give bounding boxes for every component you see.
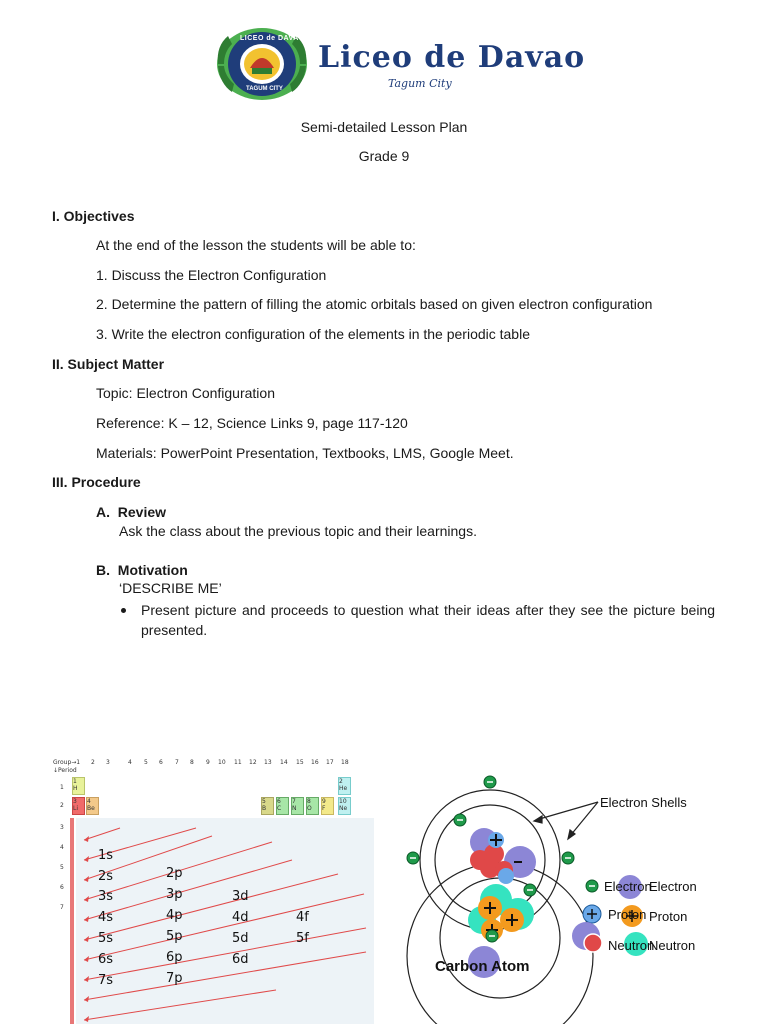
period-number: 3 xyxy=(60,824,64,831)
legend-ghost-proton: Proton xyxy=(608,907,647,922)
element-cell xyxy=(72,777,85,795)
review-title: A. Review xyxy=(96,504,167,520)
aufbau-arrows xyxy=(76,818,374,1024)
orbital-label: 5s xyxy=(98,931,114,946)
element-cell xyxy=(86,797,99,815)
aufbau-diagram xyxy=(76,818,374,1024)
group-number: 6 xyxy=(159,759,163,766)
element-number: 3 xyxy=(73,798,77,805)
element-number: 2 xyxy=(339,778,343,785)
period-number: 1 xyxy=(60,784,64,791)
school-location: Tagum City xyxy=(388,77,452,90)
period-number: 4 xyxy=(60,844,64,851)
orbital-label: 7s xyxy=(98,973,114,988)
element-symbol: F xyxy=(322,805,326,812)
review-text: Ask the class about the previous topic and their learnings. xyxy=(119,523,477,539)
group-number: 16 xyxy=(311,759,319,766)
objectives-intro: At the end of the lesson the students will be able to: xyxy=(96,237,416,253)
seal-bottom-text: TAGUM CITY xyxy=(246,86,283,92)
orbital-label: 3s xyxy=(98,889,114,904)
motivation-text: ‘DESCRIBE ME’ xyxy=(119,580,222,596)
orbital-label: 3d xyxy=(232,889,249,904)
subject-heading: II. Subject Matter xyxy=(52,356,165,372)
group-number: 17 xyxy=(326,759,334,766)
orbital-label: 5f xyxy=(296,931,309,946)
procedure-heading: III. Procedure xyxy=(52,474,141,490)
orbital-label: 6d xyxy=(232,952,249,967)
element-symbol: He xyxy=(339,785,348,792)
element-cell xyxy=(276,797,289,815)
periodic-table-figure xyxy=(52,756,374,1024)
grade-label: Grade 9 xyxy=(358,148,410,164)
group-number: 4 xyxy=(128,759,132,766)
element-symbol: N xyxy=(292,805,297,812)
orbital-label: 4p xyxy=(166,908,183,923)
objective-item: 1. Discuss the Electron Configuration xyxy=(96,267,327,283)
orbital-label: 5p xyxy=(166,929,183,944)
orbital-label: 4d xyxy=(232,910,249,925)
group-number: 9 xyxy=(206,759,210,766)
element-number: 7 xyxy=(292,798,296,805)
doc-title: Semi-detailed Lesson Plan xyxy=(300,119,468,135)
element-number: 10 xyxy=(339,798,347,805)
element-cell xyxy=(261,797,274,815)
group-number: 14 xyxy=(280,759,288,766)
subject-reference: Reference: K – 12, Science Links 9, page 117-120 xyxy=(96,415,408,431)
carbon-atom-figure xyxy=(398,770,706,1024)
orbital-label: 4f xyxy=(296,910,309,925)
objective-item: 2. Determine the pattern of filling the atomic orbitals based on given electron configuration xyxy=(96,296,653,312)
objectives-heading: I. Objectives xyxy=(52,208,135,224)
orbital-label: 6s xyxy=(98,952,114,967)
school-name: Liceo de Davao xyxy=(318,40,586,75)
group-label: Group→1 xyxy=(53,759,81,766)
element-cell xyxy=(338,797,351,815)
element-cell xyxy=(306,797,319,815)
element-cell xyxy=(321,797,334,815)
school-logo xyxy=(216,26,308,102)
electron-shells-label: Electron Shells xyxy=(600,795,687,810)
motivation-title: B. Motivation xyxy=(96,562,188,578)
bullet-icon xyxy=(121,608,126,613)
legend-ghost-neutron: Neutron xyxy=(608,938,655,953)
group-number: 8 xyxy=(190,759,194,766)
legend-neutron: Neutron xyxy=(649,938,696,953)
element-number: 8 xyxy=(307,798,311,805)
element-symbol: O xyxy=(307,805,312,812)
subject-topic: Topic: Electron Configuration xyxy=(96,385,275,401)
orbital-label: 6p xyxy=(166,950,183,965)
group-number: 12 xyxy=(249,759,257,766)
element-symbol: Be xyxy=(87,805,95,812)
element-cell xyxy=(338,777,351,795)
period-label: ↓Period xyxy=(53,767,77,774)
element-symbol: Ne xyxy=(339,805,348,812)
period-number: 7 xyxy=(60,904,64,911)
period-number: 6 xyxy=(60,884,64,891)
period-number: 2 xyxy=(60,802,64,809)
element-symbol: Li xyxy=(73,805,79,812)
orbital-label: 1s xyxy=(98,848,114,863)
legend-ghost-electron: Electron xyxy=(604,879,652,894)
orbital-label: 4s xyxy=(98,910,114,925)
group-number: 15 xyxy=(296,759,304,766)
group-number: 18 xyxy=(341,759,349,766)
orbital-label: 5d xyxy=(232,931,249,946)
group-number: 13 xyxy=(264,759,272,766)
element-number: 6 xyxy=(277,798,281,805)
motivation-bullet: Present picture and proceeds to question what their ideas after they see the picture being presented. xyxy=(141,602,715,638)
carbon-atom-title: Carbon Atom xyxy=(435,958,530,975)
group-number: 3 xyxy=(106,759,110,766)
group-number: 10 xyxy=(218,759,226,766)
element-number: 1 xyxy=(73,778,77,785)
element-symbol: B xyxy=(262,805,267,812)
element-number: 5 xyxy=(262,798,266,805)
seal-top-text: LICEO de DAVAO xyxy=(240,35,305,42)
group-number: 5 xyxy=(144,759,148,766)
orbital-label: 7p xyxy=(166,971,183,986)
orbital-label: 2p xyxy=(166,866,183,881)
element-symbol: C xyxy=(277,805,282,812)
objective-item: 3. Write the electron configuration of the elements in the periodic table xyxy=(96,326,530,342)
group-number: 7 xyxy=(175,759,179,766)
legend-proton: Proton xyxy=(649,909,688,924)
group-number: 2 xyxy=(91,759,95,766)
element-number: 4 xyxy=(87,798,91,805)
element-symbol: H xyxy=(73,785,78,792)
group1-strip xyxy=(70,818,74,1024)
orbital-label: 3p xyxy=(166,887,183,902)
period-number: 5 xyxy=(60,864,64,871)
group-number: 11 xyxy=(234,759,242,766)
element-cell xyxy=(72,797,85,815)
element-cell xyxy=(291,797,304,815)
orbital-label: 2s xyxy=(98,869,114,884)
element-number: 9 xyxy=(322,798,326,805)
legend-electron: Electron xyxy=(649,879,697,894)
subject-materials: Materials: PowerPoint Presentation, Textbooks, LMS, Google Meet. xyxy=(96,445,514,461)
